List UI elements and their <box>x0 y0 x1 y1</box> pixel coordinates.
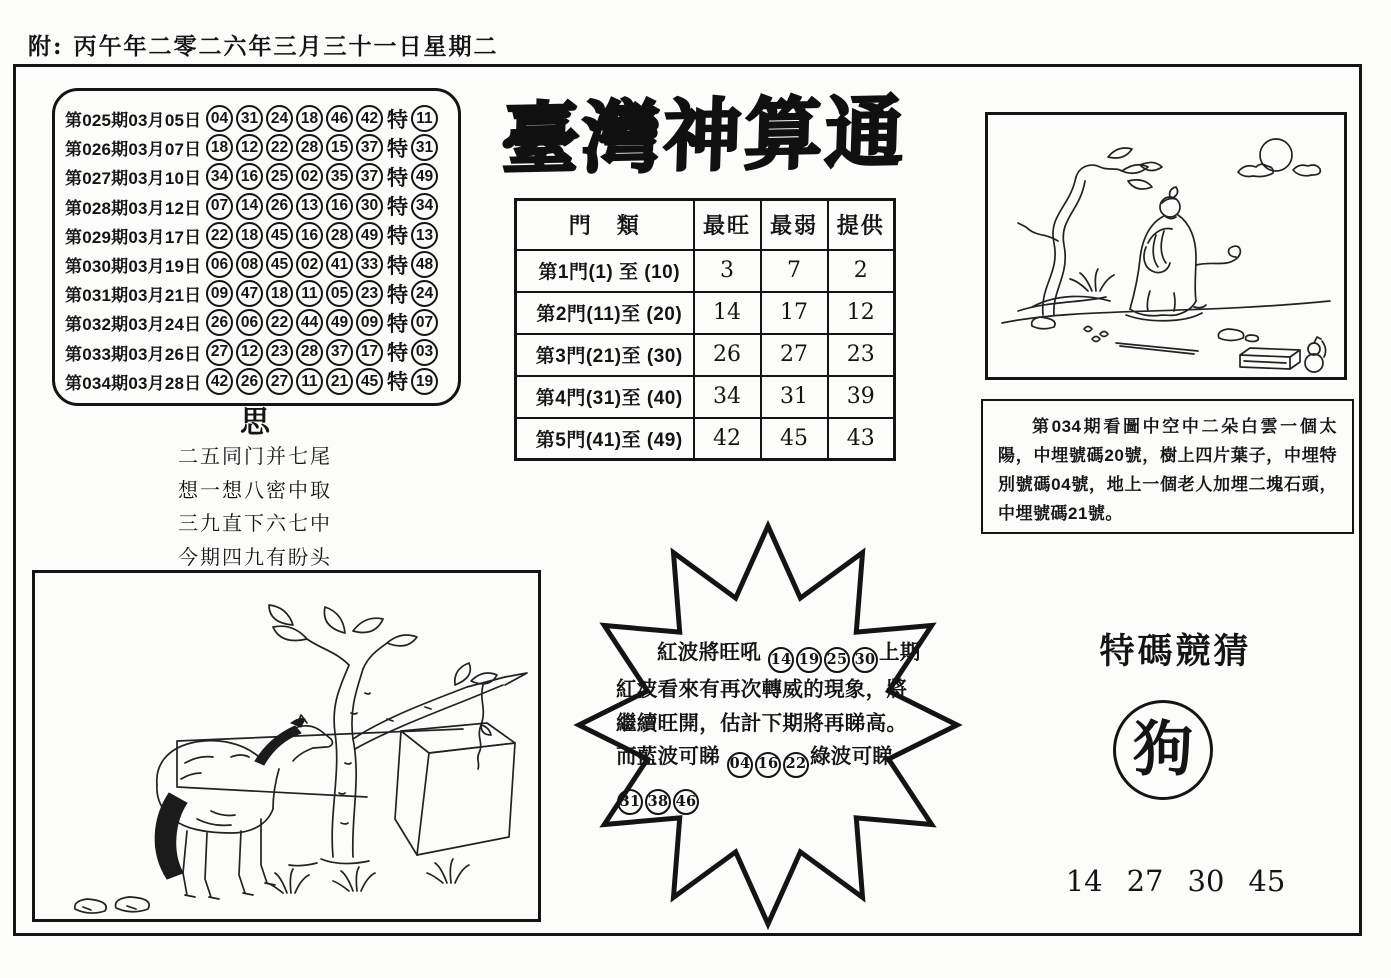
cloud <box>1293 165 1320 176</box>
number-ball: 45 <box>356 368 383 395</box>
number-ball: 12 <box>236 134 263 161</box>
number-ball: 16 <box>296 222 323 249</box>
starburst <box>568 516 968 934</box>
number-ball: 31 <box>236 105 263 132</box>
result-label: 第027期03月10日 <box>65 169 202 189</box>
rock <box>1032 317 1055 329</box>
result-label: 第025期03月05日 <box>65 111 202 131</box>
circled-number: 30 <box>852 647 878 673</box>
result-row <box>65 162 452 191</box>
category-cell: 第3門(21)至 (30) <box>516 334 694 376</box>
offer-cell: 23 <box>828 334 895 376</box>
number-ball: 22 <box>266 309 293 336</box>
number-ball: 15 <box>326 134 353 161</box>
guess-numbers <box>1063 864 1288 898</box>
guess-number: 45 <box>1248 864 1286 898</box>
circled-number: 19 <box>796 647 822 673</box>
tree <box>1018 148 1162 315</box>
circled-number: 31 <box>617 789 643 815</box>
col-header-best: 最旺 <box>694 200 761 250</box>
picture-note-box <box>981 399 1354 534</box>
special-ball: 49 <box>411 163 438 190</box>
number-ball: 02 <box>296 163 323 190</box>
best-cell: 26 <box>694 334 761 376</box>
guess-number: 27 <box>1126 864 1164 898</box>
te-label: 特 <box>387 342 408 366</box>
number-ball: 11 <box>296 280 323 307</box>
grass-tuft <box>267 869 309 893</box>
number-ball: 21 <box>326 368 353 395</box>
number-ball: 06 <box>206 251 233 278</box>
ground-line <box>1018 297 1106 311</box>
grass-tuft <box>333 867 375 891</box>
number-ball: 47 <box>236 280 263 307</box>
result-row <box>65 221 452 250</box>
circled-number: 38 <box>645 789 671 815</box>
special-ball: 19 <box>411 368 438 395</box>
offer-cell: 2 <box>828 250 895 292</box>
horse-tail <box>155 793 187 879</box>
table-row <box>516 376 895 418</box>
number-ball: 27 <box>206 339 233 366</box>
books <box>1240 348 1300 369</box>
zodiac-character: 狗 <box>1133 715 1193 785</box>
result-row <box>65 250 452 279</box>
weak-cell: 27 <box>761 334 828 376</box>
category-cell: 第5門(41)至 (49) <box>516 418 694 460</box>
masthead-title: 臺灣神算通 <box>499 86 908 187</box>
number-ball: 18 <box>266 280 293 307</box>
number-ball: 09 <box>356 309 383 336</box>
gourd <box>1305 337 1326 372</box>
sun <box>1260 139 1292 171</box>
number-ball: 44 <box>296 309 323 336</box>
grass-tuft <box>1070 269 1114 291</box>
number-ball: 14 <box>236 193 263 220</box>
date-line: 附: 丙午年二零二六年三月三十一日星期二 <box>28 33 499 60</box>
result-label: 第028期03月12日 <box>65 198 202 218</box>
result-row <box>65 104 452 133</box>
poem-line: 想一想八密中取 <box>178 477 332 502</box>
table-row <box>516 292 895 334</box>
kneeling-man <box>1126 187 1240 321</box>
number-ball: 18 <box>296 105 323 132</box>
number-ball: 07 <box>206 193 233 220</box>
table-row <box>516 334 895 376</box>
poem-title: 思 <box>240 405 270 440</box>
table-row <box>516 418 895 460</box>
special-ball: 13 <box>411 222 438 249</box>
picture-note-text: 第034期看圖中空中二朵白雲一個太陽，中埋號碼20號，樹上四片葉子，中埋特別號碼04號，地上一個老人加埋二塊石頭，中埋號碼21號。 <box>998 417 1337 523</box>
result-label: 第026期03月07日 <box>65 140 202 160</box>
col-header-category: 門 類 <box>516 200 694 250</box>
stone <box>116 897 150 912</box>
te-label: 特 <box>387 283 408 307</box>
best-cell: 14 <box>694 292 761 334</box>
stats-table <box>514 198 896 461</box>
number-ball: 49 <box>326 309 353 336</box>
horse-drawing <box>35 573 538 919</box>
special-guess-title: 特碼競猜 <box>1099 632 1252 671</box>
starburst-text-segment: 綠波可睇 <box>810 745 894 769</box>
number-ball: 25 <box>266 163 293 190</box>
te-label: 特 <box>387 196 408 220</box>
starburst-text <box>616 636 922 815</box>
number-ball: 37 <box>356 163 383 190</box>
horse-illustration <box>32 570 541 922</box>
number-ball: 06 <box>236 309 263 336</box>
result-row <box>65 308 452 337</box>
weak-cell: 31 <box>761 376 828 418</box>
guess-number: 14 <box>1065 864 1103 898</box>
result-label: 第031期03月21日 <box>65 286 202 306</box>
best-cell: 3 <box>694 250 761 292</box>
number-ball: 26 <box>266 193 293 220</box>
number-ball: 37 <box>356 134 383 161</box>
circled-number: 25 <box>824 647 850 673</box>
number-ball: 18 <box>236 222 263 249</box>
circled-number: 16 <box>755 752 781 778</box>
number-ball: 13 <box>296 193 323 220</box>
number-ball: 05 <box>326 280 353 307</box>
number-ball: 18 <box>206 134 233 161</box>
rock <box>1246 335 1259 342</box>
special-ball: 03 <box>411 339 438 366</box>
number-ball: 26 <box>206 309 233 336</box>
results-box <box>52 88 461 406</box>
te-label: 特 <box>387 254 408 278</box>
number-ball: 22 <box>206 222 233 249</box>
col-header-weak: 最弱 <box>761 200 828 250</box>
weak-cell: 17 <box>761 292 828 334</box>
number-ball: 11 <box>296 368 323 395</box>
number-ball: 37 <box>326 339 353 366</box>
te-label: 特 <box>387 371 408 395</box>
result-row <box>65 133 452 162</box>
number-ball: 26 <box>236 368 263 395</box>
result-row <box>65 192 452 221</box>
old-man-drawing <box>988 115 1344 377</box>
special-ball: 48 <box>411 251 438 278</box>
stick <box>1116 343 1198 354</box>
table-row <box>516 250 895 292</box>
poem <box>130 406 380 574</box>
stone <box>75 899 106 913</box>
circled-number: 46 <box>673 789 699 815</box>
number-ball: 22 <box>266 134 293 161</box>
number-ball: 45 <box>266 222 293 249</box>
offer-cell: 43 <box>828 418 895 460</box>
number-ball: 28 <box>296 134 323 161</box>
category-cell: 第1門(1) 至 (10) <box>516 250 694 292</box>
result-row <box>65 338 452 367</box>
number-ball: 42 <box>206 368 233 395</box>
rock <box>1218 329 1243 341</box>
number-ball: 09 <box>206 280 233 307</box>
weak-cell: 45 <box>761 418 828 460</box>
result-label: 第033期03月26日 <box>65 344 202 364</box>
number-ball: 17 <box>356 339 383 366</box>
number-ball: 08 <box>236 251 263 278</box>
special-ball: 11 <box>411 105 438 132</box>
result-label: 第034期03月28日 <box>65 373 202 393</box>
number-ball: 16 <box>236 163 263 190</box>
number-ball: 23 <box>356 280 383 307</box>
number-ball: 04 <box>206 105 233 132</box>
result-label: 第029期03月17日 <box>65 227 202 247</box>
special-ball: 34 <box>411 193 438 220</box>
number-ball: 41 <box>326 251 353 278</box>
number-ball: 12 <box>236 339 263 366</box>
starburst-text-segment: 上期紅波看來有再次轉威的現象，將繼續旺開，估計下期將再睇高。而藍波可睇 <box>616 641 921 769</box>
weak-cell: 7 <box>761 250 828 292</box>
number-ball: 49 <box>356 222 383 249</box>
guess-number: 30 <box>1187 864 1225 898</box>
poem-line: 今期四九有盼头 <box>178 544 332 569</box>
number-ball: 23 <box>266 339 293 366</box>
starburst-text-segment: 紅波將旺吼 <box>657 641 767 664</box>
poem-line: 三九直下六七中 <box>178 511 332 535</box>
circled-number: 22 <box>783 752 809 778</box>
table-header-row <box>516 200 895 250</box>
zodiac-circle <box>1113 700 1213 800</box>
special-ball: 24 <box>411 280 438 307</box>
category-cell: 第4門(31)至 (40) <box>516 376 694 418</box>
number-ball: 42 <box>356 105 383 132</box>
circled-number: 14 <box>768 647 794 673</box>
special-ball: 07 <box>411 309 438 336</box>
number-ball: 28 <box>326 222 353 249</box>
te-label: 特 <box>387 166 408 190</box>
result-row <box>65 279 452 308</box>
result-label: 第032期03月24日 <box>65 315 202 335</box>
category-cell: 第2門(11)至 (20) <box>516 292 694 334</box>
result-row <box>65 367 452 396</box>
old-man-illustration <box>985 112 1347 380</box>
number-ball: 27 <box>266 368 293 395</box>
special-ball: 31 <box>411 134 438 161</box>
number-ball: 28 <box>296 339 323 366</box>
number-ball: 35 <box>326 163 353 190</box>
result-label: 第030期03月19日 <box>65 257 202 277</box>
grass-tuft <box>427 859 469 883</box>
offer-cell: 39 <box>828 376 895 418</box>
offer-cell: 12 <box>828 292 895 334</box>
number-ball: 16 <box>326 193 353 220</box>
te-label: 特 <box>387 108 408 132</box>
number-ball: 02 <box>296 251 323 278</box>
number-ball: 34 <box>206 163 233 190</box>
te-label: 特 <box>387 225 408 249</box>
best-cell: 34 <box>694 376 761 418</box>
number-ball: 45 <box>266 251 293 278</box>
number-ball: 46 <box>326 105 353 132</box>
number-ball: 30 <box>356 193 383 220</box>
number-ball: 33 <box>356 251 383 278</box>
poem-line: 二五同门并七尾 <box>178 444 332 468</box>
cloud <box>1238 164 1273 176</box>
circled-number: 04 <box>727 752 753 778</box>
te-label: 特 <box>387 312 408 336</box>
te-label: 特 <box>387 137 408 161</box>
number-ball: 24 <box>266 105 293 132</box>
best-cell: 42 <box>694 418 761 460</box>
flowers <box>1084 327 1108 342</box>
col-header-offer: 提供 <box>828 200 895 250</box>
